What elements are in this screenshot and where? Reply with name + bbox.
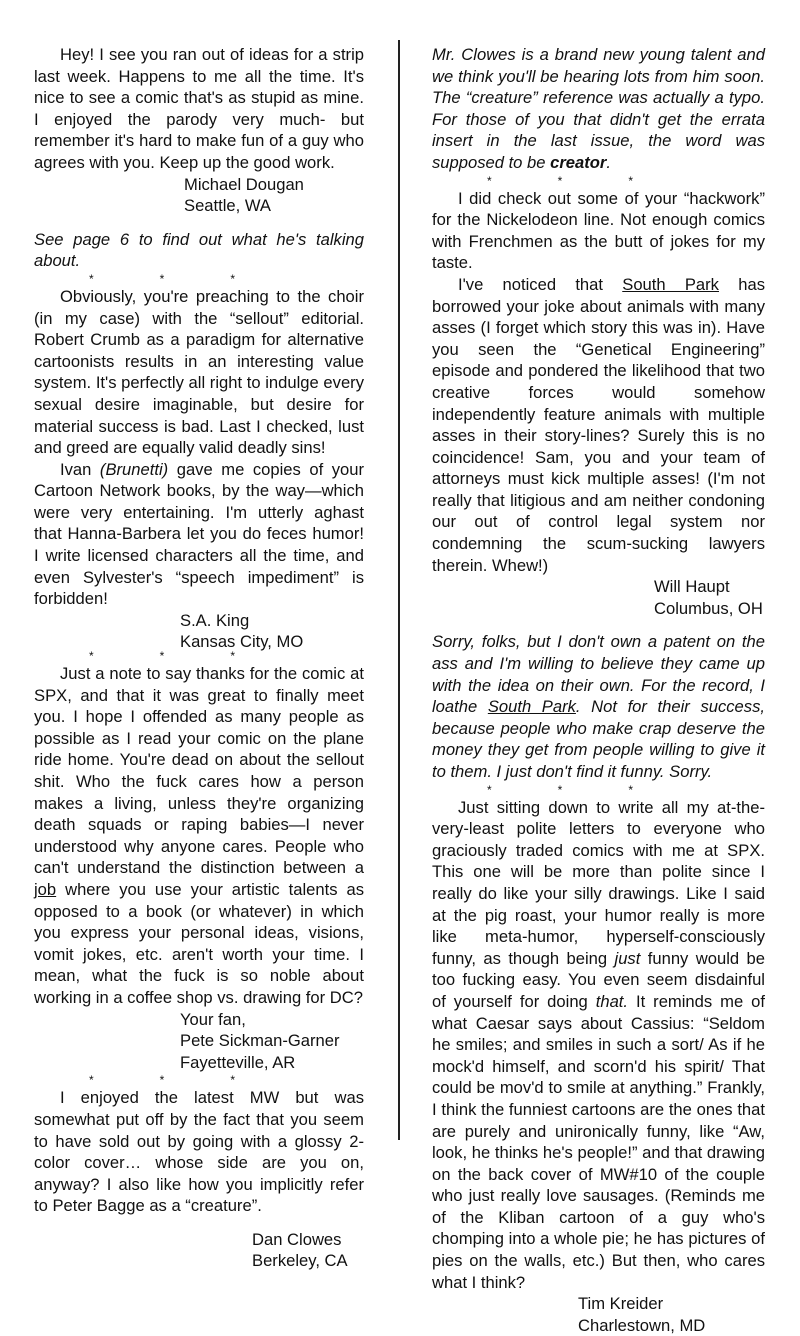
signature-sickman-garner [34,1009,364,1074]
section-separator: * * * [487,782,634,797]
letter-haupt-p2: I've noticed that South Park has borrowed your joke about animals with many asses (I forget which story this was in). Have you seen the “Genetical Engineering” episode and pondered the likelihood that two creative forces would somehow independently feature animals with multiple asses in their story-lines? Surely this is no coincidence! Sam, you and your team of attorneys must kick multiple asses! (I'm not really that litigious and am neither condoning our out of control legal system nor condemning the scum-sucking lawyers therein. Whew!) [432,274,765,575]
signature-name: Pete Sickman-Garner [180,1031,340,1051]
signature-place: Charlestown, MD [578,1315,706,1335]
section-separator: * * * [487,173,634,188]
letter-clowes-text: I enjoyed the latest MW but was somewhat put off by the fact that you seem to have sold out by going with a glossy 2-color cover… whose side are you on, anyway? I also like how you implicitly refer to Peter Bagge as a “creature”. [34,1088,364,1216]
left-column [34,44,364,1272]
signature-name: S.A. King [180,610,250,630]
editor-reply-dougan: See page 6 to find out what he's talking about. [34,229,364,271]
section-separator: * * * [89,271,236,286]
signature-kreider [432,1293,765,1336]
editor-reply-haupt: Sorry, folks, but I don't own a patent on the ass and I'm willing to believe they came up with the idea on their own. For the record, I loathe South Park. Not for their success, because people who make crap deserve the money they get from people willing to give it to them. I just don't find it funny. Sorry. [432,632,765,781]
signature-closing: Your fan, [180,1009,246,1029]
signature-place: Fayetteville, AR [180,1052,296,1072]
letter-sickman-garner-text: Just a note to say thanks for the comic at SPX, and that it was great to finally meet you. I hope I offended as many people as possible as I read your comic on the plane ride home. You're dead on about the sellout shit. Who the fuck cares how a person makes a living, unless they're organizing death squads or raping babies—I never understood why anyone cares. People who can't understand the distinction between a job where you use your artistic talents as opposed to a book (or whatever) in which you express your personal ideas, visions, vomit jokes, etc. aren't worth your time. I mean, what the fuck is so noble about working in a coffee shop vs. drawing for DC? [34,664,364,1007]
signature-place: Berkeley, CA [252,1251,348,1271]
signature-dougan [34,174,364,217]
signature-place: Columbus, OH [654,598,763,618]
section-separator: * * * [89,1073,236,1088]
signature-clowes [34,1229,364,1272]
letter-haupt-p1: I did check out some of your “hackwork” for the Nickelodeon line. Not enough comics with Frenchmen as the butt of jokes for my taste. [432,188,765,273]
signature-place: Seattle, WA [184,196,271,216]
column-divider [398,40,400,1140]
signature-haupt [432,576,765,619]
signature-name: Dan Clowes [252,1229,342,1249]
right-column [432,44,765,1336]
signature-place: Kansas City, MO [180,632,304,652]
section-separator: * * * [89,649,236,664]
letter-king-p2: Ivan (Brunetti) gave me copies of your Cartoon Network books, by the way—which were very entertaining. I'm utterly aghast that Hanna-Barbera let you do feces humor! I write licensed characters all the time, and even Sylvester's “speech impediment” is forbidden! [34,459,365,609]
letter-kreider-text: Just sitting down to write all my at-the-very-least polite letters to everyone who graciously traded comics with me at SPX. This one will be more than polite since I really do like your silly drawings. Like I said at the pig roast, your humor really is more like meta-humor, hyperself-consciously funny, as though being just funny would be too fucking easy. You even seem disdainful of yourself for doing that. It reminds me of what Caesar says about Cassius: “Seldom he smiles; and smiles in such a sort/ As if he mock'd himself, and scorn'd his spirit/ That could be mov'd to smile at anything.” Frankly, I think the funniest cartoons are the ones that are purely and unironically funny, like “Aw, look, he thinks he's people!” and that drawing on the back cover of MW#10 of the couple who just really love sausages. (Reminds me of the Kliban cartoon of a guy who's chomping into a whole pie; he has pictures of pies on the walls, etc.) But then, who cares what I think? [432,797,765,1292]
signature-name: Will Haupt [654,577,730,597]
editor-reply-clowes: Mr. Clowes is a brand new young talent and we think you'll be hearing lots from him soon. The “creature” reference was actually a typo. For those of you that didn't get the errata insert in the last issue, the word was supposed to be creator. [432,45,765,172]
signature-name: Tim Kreider [578,1294,664,1314]
letter-king-p1: Obviously, you're preaching to the choir (in my case) with the “sellout” editorial. Robert Crumb as a paradigm for alternative cartoonists results in an interesting value system. It's perfectly all right to indulge every sexual desire imaginable, but desire for material success is bad. Last I checked, lust and greed are equally valid deadly sins! [34,286,364,458]
letter-dougan-text: Hey! I see you ran out of ideas for a strip last week. Happens to me all the time. It's nice to see a comic that's as stupid as mine. I enjoyed the parody very much- but remember it's hard to make fun of a guy who agrees with you. Keep up the good work. [34,45,364,172]
signature-king [34,610,364,653]
signature-name: Michael Dougan [184,174,304,194]
